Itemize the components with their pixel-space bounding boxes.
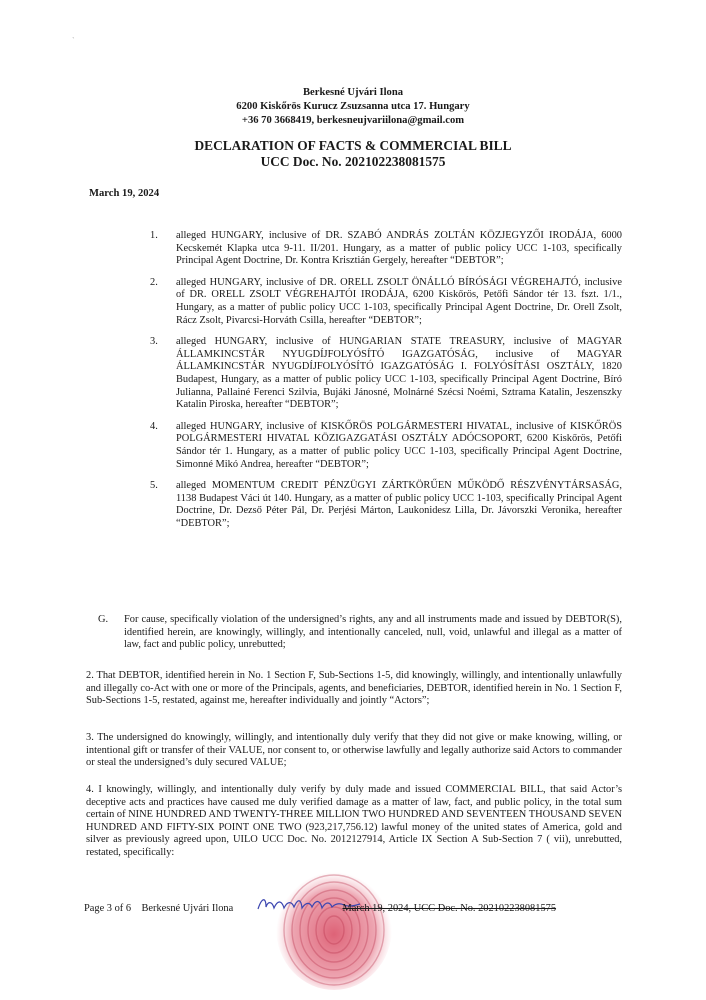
list-item-number: 2. (150, 276, 158, 288)
list-item (150, 421, 622, 471)
footer-page-number: Page 3 of 6 (84, 903, 132, 914)
sender-header (0, 86, 706, 129)
list-item-text: alleged HUNGARY, inclusive of HUNGARIAN STATE TREASURY, inclusive of MAGYAR ÁLLAMKINCSTÁR NYUGDÍJFOLYÓSÍTÓ IGAZGATÓSÁG, inclusive of MAGYAR ÁLLAMKINCSTÁR NYUGDÍJFOLYÓSÍTÓ IGAZGATÓSÁG I. FOLYÓSÍTÁSI OSZTÁLY, 1820 Budapest, Hungary, as a matter of public policy UCC 1-103, specifically Principal Agent Doctrine, Bíró Julianna, Pallainé Ferenci Szilvia, Bujáki Jánosné, Molnárné Szécsi Noémi, Sztrama Katalin, Jeszenszky Katalin Piroska, hereafter “DEBTOR”; (176, 336, 622, 411)
list-item-number: 5. (150, 480, 158, 492)
list-item (150, 336, 622, 412)
list-item-text: alleged HUNGARY, inclusive of DR. ORELL ZSOLT ÖNÁLLÓ BÍRÓSÁGI VÉGREHAJTÓ, inclusive of DR. ORELL ZSOLT VÉGREHAJTÓI IRODÁJA, 6200 Kiskőrös, Petőfi Sándor tér 13. fszt. 1/1., Hungary, as a matter of public policy UCC 1-103, specifically Principal Agent Doctrine, Dr. Orell Zsolt, Rácz Zsolt, Pivarcsi-Horváth Csilla, hereafter “DEBTOR”; (176, 276, 622, 326)
list-item-number: 4. (150, 420, 158, 432)
list-item (150, 480, 622, 530)
debtor-list (150, 230, 622, 530)
list-item (150, 230, 622, 268)
footer-date-doc: March 19, 2024, UCC Doc. No. 202102238081575 (342, 903, 557, 914)
list-item-text: alleged HUNGARY, inclusive of KISKŐRÖS POLGÁRMESTERI HIVATAL, inclusive of KISKŐRÖS POLGÁRMESTERI HIVATAL KÖZIGAZGATÁSI OSZTÁLY ADÓCSOPORT, 6200 Kiskőrös, Petőfi Sándor tér 1. Hungary, as a matter of public policy UCC 1-103, specifically Principal Agent Doctrine, Simonné Mikó Andrea, hereafter “DEBTOR”; (176, 420, 622, 470)
page-footer (84, 903, 644, 914)
list-item-text: alleged MOMENTUM CREDIT PÉNZÜGYI ZÁRTKÖRŰEN MŰKÖDŐ RÉSZVÉNYTÁRSASÁG, 1138 Budapest Váci út 140. Hungary, as a matter of public policy UCC 1-103, specifically Principal Agent Doctrine, Dr. Dezső Péter Pál, Dr. Perjési Márton, Laukonidesz Lilla, Dr. Jávorszki Veronika, hereafter “DEBTOR”; (176, 480, 622, 529)
document-title (0, 138, 706, 169)
paragraph-3: 3. The undersigned do knowingly, willingly, and intentionally duly verify that they did not give or make knowing, willing, or intentional gift or transfer of their VALUE, nor consent to, or otherwise lawfully and legally authorize said Actors to commander or steal the undersigned’s duly secured VALUE; (86, 732, 622, 769)
document-date: March 19, 2024 (89, 188, 160, 199)
footer-name: Berkesné Ujvári Ilona (141, 903, 234, 914)
section-g-text: For cause, specifically violation of the undersigned’s rights, any and all instruments made and issued by DEBTOR(S), identified herein, are knowingly, willingly, and intentionally canceled, null, void, unlawful and illegal as a matter of law, fact and public policy, unrebutted; (124, 614, 622, 651)
paragraph-4: 4. I knowingly, willingly, and intentionally duly verify by duly made and issued COMMERCIAL BILL, that said Actor’s deceptive acts and practices have caused me duly verified damage as a matter of law, fact, and public policy, in the total sum certain of NINE HUNDRED AND TWENTY-THREE MILLION TWO HUNDRED AND SEVENTEEN THOUSAND SEVEN HUNDRED AND FIFTY-SIX POINT ONE TWO (923,217,756.12) lawful money of the united states of America, gold and silver as previously agreed upon, UILO UCC Doc. No. 2012127914, Article IX Section A Sub-Section 7 ( vii), unrebutted, restated, specifically: (86, 784, 622, 858)
section-g (98, 614, 622, 652)
title-line-1: DECLARATION OF FACTS & COMMERCIAL BILL (194, 138, 512, 153)
paragraph-2: 2. That DEBTOR, identified herein in No. 1 Section F, Sub-Sections 1-5, did knowingly, willingly, and intentionally unlawfully and illegally co-Act with one or more of the Principals, agents, and beneficiaries, DEBTOR, identified herein in No. 1 Section F, Sub-Sections 1-5, restated, against me, hereafter individually and jointly “Actors”; (86, 670, 622, 707)
sender-address: 6200 Kiskőrös Kurucz Zsuzsanna utca 17. Hungary (236, 101, 470, 113)
scan-speck: ` (72, 36, 75, 45)
sender-name: Berkesné Ujvári Ilona (302, 87, 404, 98)
sender-contact: +36 70 3668419, berkesneujvariilona@gmail.com (241, 115, 465, 127)
section-g-letter: G. (98, 614, 109, 625)
list-item-number: 1. (150, 230, 158, 241)
title-line-2: UCC Doc. No. 202102238081575 (260, 153, 446, 169)
list-item-number: 3. (150, 336, 158, 348)
list-item-text: alleged HUNGARY, inclusive of DR. SZABÓ ANDRÁS ZOLTÁN KÖZJEGYZŐI IRODÁJA, 6000 Kecskemét Klapka utca 9-11. II/201. Hungary, as a matter of public policy UCC 1-103, specifically Principal Agent Doctrine, Dr. Kontra Krisztián Gergely, hereafter “DEBTOR”; (176, 230, 622, 267)
list-item (150, 277, 622, 327)
